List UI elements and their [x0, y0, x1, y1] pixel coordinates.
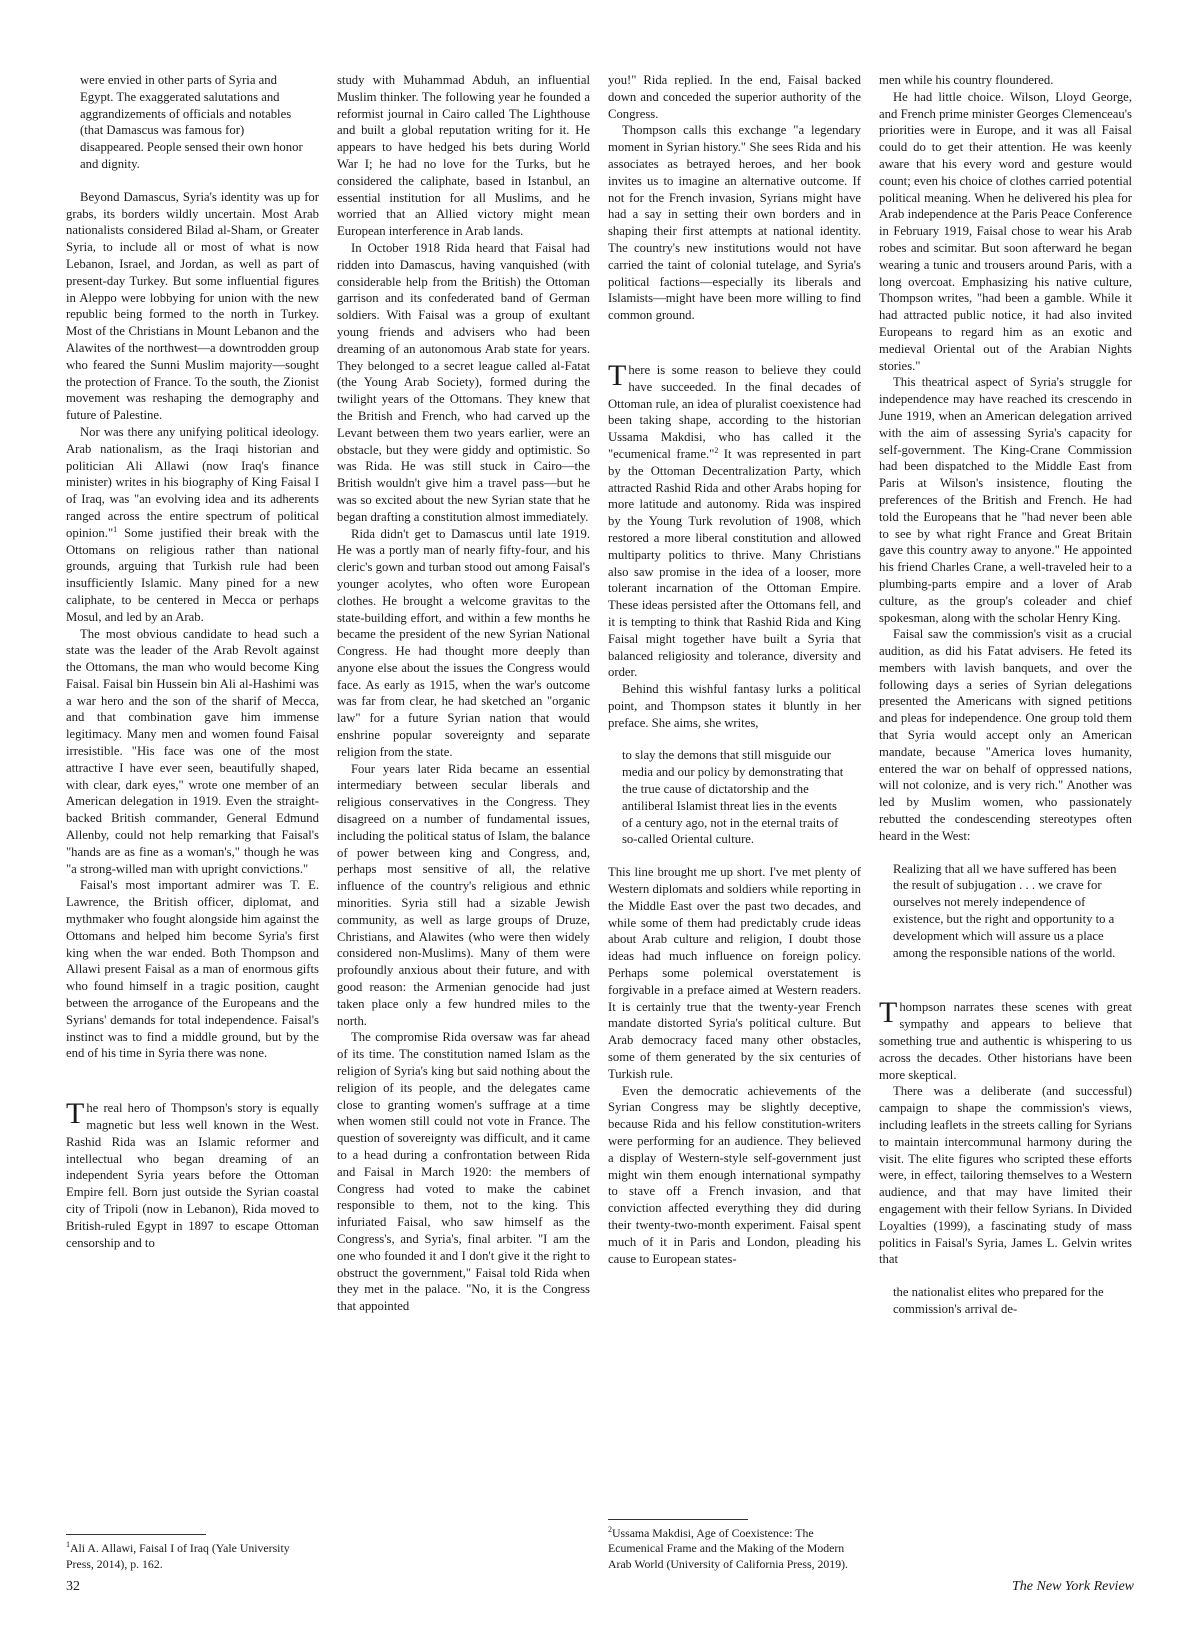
paragraph: He had little choice. Wilson, Lloyd George, and French prime minister Georges Clemenceau's priorities were in Europe, and it was all Faisal could do to get their attention. He was keenly aware that his every word and gesture would count; even his choice of clothes carried potential political meaning. When he delivered his plea for Arab independence at the Paris Peace Conference in February 1919, Faisal chose to wear his Arab robes and scimitar. But soon afterward he began wearing a tunic and trousers around Paris, with a long overcoat. Emphasizing his native culture, Thompson writes, "had been a gamble. While it had attracted public notice, it had also invited Europeans to regard him as an exotic and medieval Oriental out of the Arabian Nights stories."	[879, 89, 1132, 373]
footnote-rule	[608, 1519, 748, 1520]
block-quote: Realizing that all we have suffered has been the result of subjugation . . . we crave for ourselves not merely independence of existence, but the right and opportunity to a development which will assure us a place among the responsible nations of the world.	[893, 861, 1117, 960]
paragraph: The most obvious candidate to head such a state was the leader of the Arab Revolt against the Ottomans, the man who would become King Faisal. Faisal bin Hussein bin Ali al-Hashimi was a war hero and the son of the sharif of Mecca, and that combination gave him immense legitimacy. Many men and women found Faisal irresistible. "His face was one of the most attractive I have ever seen, beautifully shaped, with clear, dark eyes," wrote one member of an American delegation in 1919. Even the straight-backed British commander, General Edmund Allenby, could not help remarking that Faisal's "hands are as fine as a woman's," though he was "a strong-willed man with upright convictions."	[66, 626, 319, 876]
paragraph: Beyond Damascus, Syria's identity was up for grabs, its borders wildly uncertain. Most Arab nationalists considered Bilad al-Sham, or Greater Syria, to include all or most of what is now Lebanon, Israel, and Jordan, as well as part of present-day Turkey. But some influential figures in Aleppo were lobbying for union with the new republic being formed to the north in Turkey. Most of the Christians in Mount Lebanon and the Alawites of the northwest—a downtrodden group who feared the Sunni Muslim majority—sought the protection of France. To the south, the Zionist movement was reshaping the demography and future of Palestine.	[66, 189, 319, 423]
paragraph: In October 1918 Rida heard that Faisal had ridden into Damascus, having vanquished (with considerable help from the British) the Ottoman garrison and its confederated band of German soldiers. With Faisal was a group of exultant young friends and advisers who had been dreaming of an autonomous Arab state for years. They belonged to a secret league called al-Fatat (the Young Arab Society), formed during the twilight years of the Ottomans. They knew that the British and French, who had carved up the Levant between them two years earlier, were an obstacle, but they were giddy and optimistic. So was Rida. He was still stuck in Cairo—the British wouldn't give him a travel pass—but he was so excited about the new Syrian state that he began drafting a constitution almost immediately.	[337, 240, 590, 524]
drop-cap: T	[608, 358, 627, 392]
column-3	[608, 72, 861, 1572]
paragraph: There was a deliberate (and successful) campaign to shape the commission's views, including leaflets in the streets calling for Syrians to maintain intercommunal harmony during the visit. The elite figures who scripted these efforts were, in effect, tailoring themselves to a Western audience, and that may have limited their engagement with their fellow Syrians. In Divided Loyalties (1999), a fascinating study of mass politics in Faisal's Syria, James L. Gelvin writes that	[879, 1084, 1132, 1267]
footnote: $^1$Ali A. Allawi, Faisal I of Iraq (Yale University Press, 2014), p. 162.	[66, 1540, 290, 1571]
column-4	[879, 72, 1132, 1572]
paragraph: Four years later Rida became an essential intermediary between secular liberals and religious conservatives in the Congress. They disagreed on a number of fundamental issues, including the political status of Islam, the balance of power between king and Congress, and, perhaps most sensitive of all, the relative influence of the country's religious and ethnic minorities. Syria still had a sizable Jewish community, as well as large groups of Druze, Christians, and Alawites (who were then widely considered non-Muslims). Many of them were profoundly anxious about their future, and with good reason: the Armenian genocide had just taken place only a few hundred miles to the north.	[337, 761, 590, 1028]
column-1	[66, 72, 319, 1572]
publication-name: The New York Review	[1012, 1579, 1134, 1594]
paragraph: you!" Rida replied. In the end, Faisal backed down and conceded the superior authority of the Congress.	[608, 73, 861, 121]
drop-cap: T	[66, 1097, 85, 1131]
paragraph: Nor was there any unifying political ideology. Arab nationalism, as the Iraqi historian and politician Ali Allawi (now Iraq's finance minister) writes in his biography of King Faisal I of Iraq, was "an evolving idea and its adherents ranged across the entire spectrum of political opinion."$^1$ Some justified their break with the Ottomans on religious rather than national grounds, arguing that Turkish rule had been insufficiently Islamic. Many pined for a new caliphate, to be centered in Mecca or perhaps Mosul, and led by an Arab.	[66, 424, 319, 624]
column-2	[337, 72, 590, 1572]
paragraph: This theatrical aspect of Syria's struggle for independence may have reached its crescendo in June 1919, when an American delegation arrived with the aim of assessing Syria's capacity for self-government. The King-Crane Commission had been dispatched to the Middle East from Paris at Wilson's insistence, flouting the preferences of the British and French. He had told the Europeans that he "had never been able to see by what right France and Great Britain gave this country away to anyone." He appointed his friend Charles Crane, a well-traveled heir to a plumbing-parts empire and a lover of Arab culture, as the group's coleader and chief spokesman, along with the scholar Henry King.	[879, 375, 1132, 625]
footnote-area	[66, 1534, 319, 1572]
paragraph: Even the democratic achievements of the Syrian Congress may be slightly deceptive, because Rida and his fellow constitution-writers were performing for an audience. They believed a display of Western-style self-government just might win them enough international sympathy to stave off a French invasion, and that conviction affected everything they did during their twenty-two-month experiment. Faisal spent much of it in Paris and London, pleading his cause to European states-	[608, 1083, 861, 1266]
paragraph: Faisal's most important admirer was T. E. Lawrence, the British officer, diplomat, and mythmaker who fought alongside him against the Ottomans and helped him become Syria's first king when the war ended. Both Thompson and Allawi present Faisal as a man of enormous gifts who found himself in a tragic position, caught between the arrogance of the Europeans and the Syrians' demands for total independence. Faisal's instinct was to find a middle ground, but by the end of his time in Syria there was none.	[66, 878, 319, 1061]
paragraph: The compromise Rida oversaw was far ahead of its time. The constitution named Islam as the religion of Syria's king but said nothing about the religion of its people, and the delegates came close to granting women's suffrage at a time when women still could not vote in France. The question of sovereignty was difficult, and it came to a head during a confrontation between Rida and Faisal in March 1920: the members of Congress had voted to make the cabinet responsible to them, not to the king. This infuriated Faisal, who saw himself as the Congress's, and Syria's, final arbiter. "I am the one who founded it and I don't give it the right to obstruct the government," Faisal told Rida when they met in the palace. "No, it is the Congress that appointed	[337, 1030, 590, 1314]
paragraph: Rida didn't get to Damascus until late 1919. He was a portly man of nearly fifty-four, and his cleric's gown and turban stood out among Faisal's younger acolytes, who often wore European clothes. He brought a welcome gravitas to the state-building effort, and within a few months he became the president of the new Syrian National Congress. He had thought more deeply than anyone else about the issues the Congress would face. As early as 1915, when the war's outcome was far from clear, he had sketched an "organic law" for a future Syrian nation that would enshrine popular sovereignty and separate religion from the state.	[337, 526, 590, 759]
section-start-paragraph: There is some reason to believe they could have succeeded. In the final decades of Ottoman rule, an idea of pluralist coexistence had been taking shape, according to the historian Ussama Makdisi, who has called it the "ecumenical frame."$^2$ It was represented in part by the Ottoman Decentralization Party, which attracted Rashid Rida and other Arabs hoping for more latitude and autonomy. Rida was inspired by the Young Turk revolution of 1908, which restored a more liberal constitution and allowed multiparty politics to thrive. Many Christians also saw promise in the idea of a looser, more tolerant incarnation of the Ottoman Empire. These ideas persisted after the Ottomans fell, and it is tempting to think that Rashid Rida and King Faisal might together have built a Syria that balanced religiosity and tolerance, diversity and order.	[608, 358, 862, 680]
paragraph: study with Muhammad Abduh, an influential Muslim thinker. The following year he founded a reformist journal in Cairo called The Lighthouse and built a global reputation writing for it. He appears to have hedged his bets during World War I; he had no love for the Turks, but he considered the caliphate, based in Istanbul, an essential institution for all Muslims, and he worried that an Allied victory might mean European interference in Arab lands.	[337, 73, 590, 239]
footnote-area	[608, 1519, 861, 1573]
block-quote: the nationalist elites who prepared for the commission's arrival de-	[893, 1285, 1104, 1316]
drop-cap: T	[879, 996, 898, 1030]
paragraph: Thompson calls this exchange "a legendary moment in Syrian history." She sees Rida and his associates as betrayed heroes, and her book invites us to imagine an alternative outcome. If not for the French invasion, Syrians might have had a say in setting their own borders and in shaping their first attempts at national identity. The country's new institutions would not have carried the taint of colonial tutelage, and Syria's political factions—especially its liberals and Islamists—might have been more willing to find common ground.	[608, 123, 861, 323]
footnote-marker: 1	[113, 524, 118, 534]
section-start-paragraph: The real hero of Thompson's story is equally magnetic but less well known in the West. Rashid Rida was an Islamic reformer and intellectual who began dreaming of an independent Syria years before the Ottoman Empire fell. Born just outside the Syrian coastal city of Tripoli (now in Lebanon), Rida moved to British-ruled Egypt in 1897 to escape Ottoman censorship and to	[66, 1097, 319, 1250]
footnote-rule	[66, 1534, 206, 1535]
paragraph: This line brought me up short. I've met plenty of Western diplomats and soldiers while reporting in the Middle East over the past two decades, and while some of them had predictably crude ideas about Arab culture and religion, I doubt those ideas had much influence on foreign policy. Perhaps some polemical overstatement is forgivable in a preface aimed at Western readers. It is certainly true that the twenty-year French mandate distorted Syria's political culture. But Arab democracy faced many other obstacles, some of them generated by the six centuries of Turkish rule.	[608, 865, 861, 1081]
page-number: 32	[66, 1579, 80, 1594]
paragraph: men while his country floundered.	[879, 73, 1054, 87]
footnote: $^2$Ussama Makdisi, Age of Coexistence: The Ecumenical Frame and the Making of the Modern Arab World (University of California Press, 2019).	[608, 1524, 848, 1571]
paragraph: Faisal saw the commission's visit as a crucial audition, as did his Fatat advisers. He feted its members with lavish banquets, and over the following days a series of Syrian delegations presented the Americans with signed petitions and pleas for independence. One group told them that Syria would accept only an American mandate, because "America loves humanity, entered the war on behalf of oppressed nations, will not colonize, and is very rich." Another was led by Muslim women, who passionately rebutted the condescending stereotypes often heard in the West:	[879, 627, 1132, 843]
block-quote: to slay the demons that still misguide our media and our policy by demonstrating that the true cause of dictatorship and the antiliberal Islamist threat lies in the events of a century ago, not in the eternal traits of so-called Oriental culture.	[622, 748, 844, 847]
section-start-paragraph: Thompson narrates these scenes with great sympathy and appears to believe that something true and authentic is whispering to us across the decades. Other historians have been more skeptical.	[879, 996, 1132, 1082]
block-quote: were envied in other parts of Syria and Egypt. The exaggerated salutations and aggrandizements of officials and notables (that Damascus was famous for) disappeared. People sensed their own honor and dignity.	[80, 73, 303, 171]
article-page	[66, 72, 1134, 1572]
paragraph: Behind this wishful fantasy lurks a political point, and Thompson states it bluntly in her preface. She aims, she writes,	[608, 682, 861, 730]
footnote-marker: 2	[714, 445, 719, 455]
